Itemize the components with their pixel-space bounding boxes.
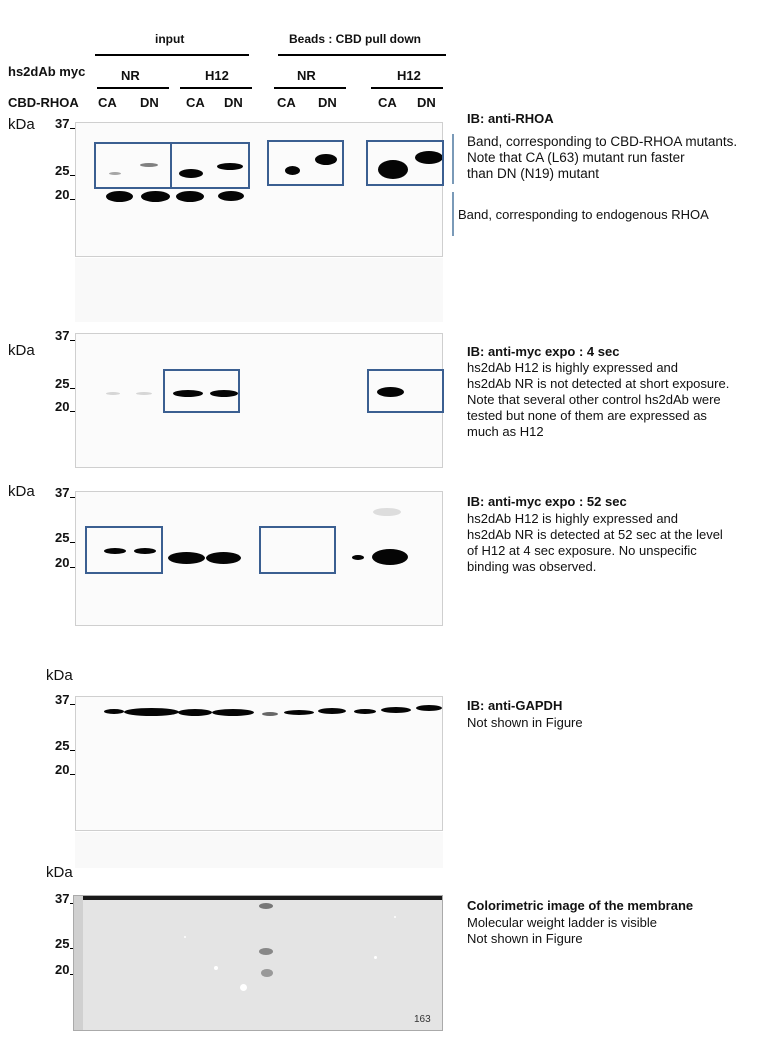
band [262, 712, 278, 716]
label-nr-beads: NR [297, 68, 316, 83]
bracket-line [452, 192, 454, 236]
speck [394, 916, 396, 918]
band [141, 191, 170, 202]
highlight-box [267, 140, 344, 186]
mw-25: 25 [55, 163, 70, 178]
panel-title-myc-4s: IB: anti-myc expo : 4 sec [467, 344, 620, 359]
mw-37: 37 [55, 692, 70, 707]
mw-20: 20 [55, 762, 70, 777]
blot-anti-gapdh [75, 696, 443, 831]
kda-label: kDa [46, 864, 73, 881]
mw-20: 20 [55, 962, 70, 977]
ladder-band [259, 948, 273, 955]
group-label-input: input [155, 32, 185, 46]
band [416, 705, 442, 711]
note-endogenous-rhoa: Band, corresponding to endogenous RHOA [458, 207, 709, 222]
band [168, 552, 205, 564]
kda-label: kDa [46, 667, 73, 684]
highlight-box [94, 142, 172, 189]
lane-label: CA [277, 95, 296, 110]
panel-text-gapdh: Not shown in Figure [467, 715, 583, 730]
membrane-top-edge [74, 896, 443, 900]
mw-37: 37 [55, 328, 70, 343]
band [206, 552, 241, 564]
band [124, 708, 179, 716]
mw-37: 37 [55, 116, 70, 131]
kda-label: kDa [8, 342, 35, 359]
band [354, 709, 376, 714]
band [352, 555, 364, 560]
group-label-beads: Beads : CBD pull down [289, 32, 421, 46]
group-line-beads [278, 54, 446, 56]
mw-20: 20 [55, 555, 70, 570]
lane-label: DN [224, 95, 243, 110]
line-nr-input [97, 87, 169, 89]
speck [184, 936, 186, 938]
label-h12-beads: H12 [397, 68, 421, 83]
lane-label: CA [98, 95, 117, 110]
lane-label: DN [318, 95, 337, 110]
lane-label: CA [186, 95, 205, 110]
note-cbd-rhoa: Band, corresponding to CBD-RHOA mutants. Note that CA (L63) mutant run faster than DN (N19) mutant [467, 134, 738, 181]
band [106, 392, 120, 395]
band [104, 709, 124, 714]
mw-37: 37 [55, 485, 70, 500]
panel-title-membrane: Colorimetric image of the membrane [467, 898, 694, 913]
panel-title-rhoa: IB: anti-RHOA [467, 111, 554, 126]
panel-text-membrane: Molecular weight ladder is visible Not shown in Figure [467, 915, 658, 946]
panel-title-myc-52s: IB: anti-myc expo : 52 sec [467, 494, 627, 509]
membrane-stamp: 163 [414, 1014, 431, 1025]
highlight-box [367, 369, 444, 413]
panel-text-myc-4s: hs2dAb H12 is highly expressed and hs2dAb NR is not detected at short exposure. Note that several other control hs2dAb were tested but none of them are expressed as much as H12 [467, 360, 730, 439]
band [372, 549, 408, 565]
band [218, 191, 244, 201]
highlight-box [366, 140, 444, 186]
mw-37: 37 [55, 891, 70, 906]
blot-gap [75, 832, 443, 868]
line-h12-beads [371, 87, 443, 89]
lane-label: DN [417, 95, 436, 110]
mw-25: 25 [55, 738, 70, 753]
panel-text-myc-52s: hs2dAb H12 is highly expressed and hs2dAb NR is detected at 52 sec at the level of H12 at 4 sec exposure. No unspecific binding was observed. [467, 511, 723, 574]
panel-title-gapdh: IB: anti-GAPDH [467, 698, 563, 713]
line-h12-input [180, 87, 252, 89]
mw-20: 20 [55, 187, 70, 202]
ladder-band [259, 903, 273, 909]
membrane-left-edge [74, 896, 83, 1031]
line-nr-beads [274, 87, 346, 89]
highlight-box [259, 526, 336, 574]
band [373, 508, 401, 516]
band [106, 191, 133, 202]
speck [374, 956, 377, 959]
mw-20: 20 [55, 399, 70, 414]
highlight-box [170, 142, 250, 189]
membrane-image [73, 895, 443, 1031]
kda-label: kDa [8, 483, 35, 500]
ladder-band [261, 969, 273, 977]
row-label-cbd-rhoa: CBD-RHOA [8, 95, 79, 110]
bracket-line [452, 134, 454, 184]
band [284, 710, 314, 715]
mw-25: 25 [55, 530, 70, 545]
mw-25: 25 [55, 376, 70, 391]
kda-label: kDa [8, 116, 35, 133]
band [136, 392, 152, 395]
speck [214, 966, 218, 970]
highlight-box [163, 369, 240, 413]
band [178, 709, 212, 716]
group-line-input [95, 54, 249, 56]
speck [240, 984, 247, 991]
lane-label: DN [140, 95, 159, 110]
band [176, 191, 204, 202]
row-label-hs2dab: hs2dAb myc [8, 64, 86, 79]
mw-25: 25 [55, 936, 70, 951]
highlight-box [85, 526, 163, 574]
blot-gap [75, 258, 443, 322]
label-nr-input: NR [121, 68, 140, 83]
band [381, 707, 411, 713]
label-h12-input: H12 [205, 68, 229, 83]
band [318, 708, 346, 714]
lane-label: CA [378, 95, 397, 110]
band [212, 709, 254, 716]
